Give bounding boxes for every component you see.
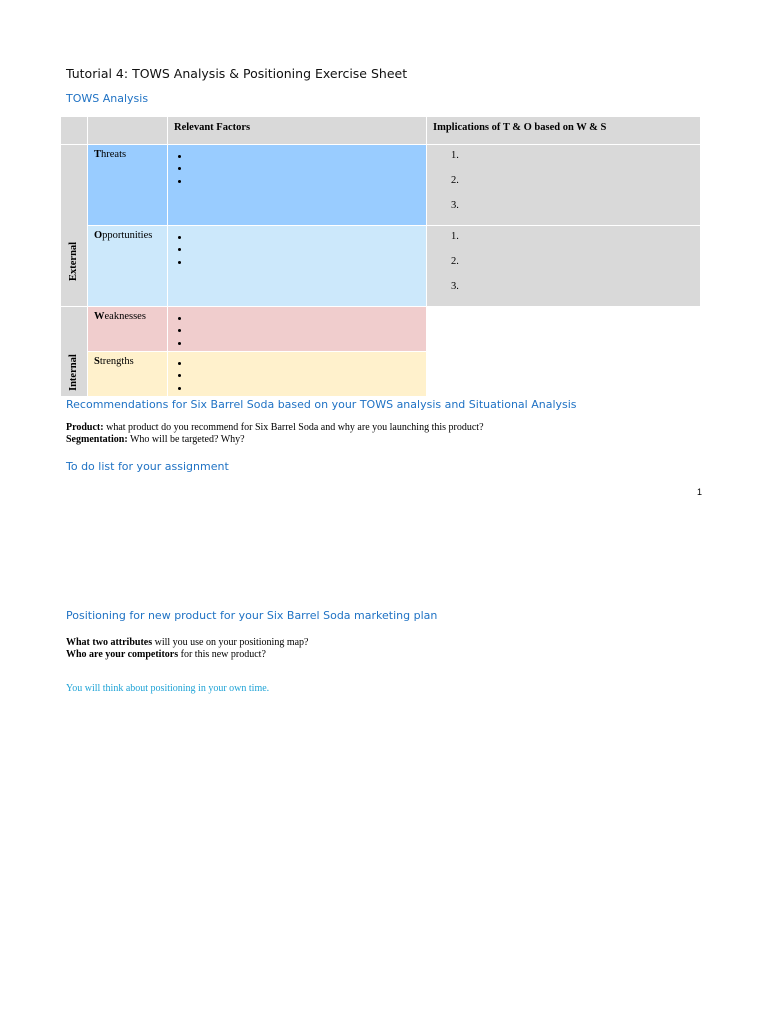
external-label: External <box>68 241 79 281</box>
competitors-label: Who are your competitors <box>66 649 179 660</box>
strengths-label: Strengths <box>88 352 168 397</box>
header-blank <box>88 117 168 145</box>
positioning-note: You will think about positioning in your own time. <box>66 683 270 694</box>
list-item <box>190 312 426 324</box>
recommendations-heading: Recommendations for Six Barrel Soda based on your TOWS analysis and Situational Analysis <box>66 398 577 411</box>
weaknesses-factors[interactable] <box>168 307 427 352</box>
threats-label: Threats <box>88 145 168 226</box>
internal-label: Internal <box>68 354 79 391</box>
table-row-opportunities <box>61 226 701 307</box>
internal-blank-cell <box>427 307 701 397</box>
list-item: 1. <box>451 150 459 161</box>
table-row-threats <box>61 145 701 226</box>
threats-factors[interactable] <box>168 145 427 226</box>
segmentation-line <box>66 434 245 446</box>
tows-table <box>60 116 701 397</box>
list-item: 3. <box>451 281 459 292</box>
opportunities-implications[interactable] <box>427 226 701 307</box>
list-item: 2. <box>451 256 459 267</box>
threats-implications[interactable] <box>427 145 701 226</box>
list-item <box>190 357 426 369</box>
product-line <box>66 422 484 434</box>
internal-group-cell <box>61 307 88 397</box>
attributes-label: What two attributes <box>66 637 153 648</box>
external-group-cell <box>61 145 88 307</box>
header-factors: Relevant Factors <box>168 117 427 145</box>
opportunities-factors[interactable] <box>168 226 427 307</box>
list-item: 2. <box>451 175 459 186</box>
attributes-text: will you use on your positioning map? <box>152 637 309 648</box>
todo-heading: To do list for your assignment <box>66 460 229 473</box>
list-item <box>190 337 426 349</box>
strengths-factors[interactable] <box>168 352 427 397</box>
list-item <box>190 324 426 336</box>
segmentation-label: Segmentation: <box>66 434 128 445</box>
page-title: Tutorial 4: TOWS Analysis & Positioning Exercise Sheet <box>66 66 408 81</box>
positioning-heading: Positioning for new product for your Six Barrel Soda marketing plan <box>66 609 438 622</box>
list-item <box>190 382 426 394</box>
product-text: what product do you recommend for Six Barrel Soda and why are you launching this product? <box>103 422 484 433</box>
competitors-text: for this new product? <box>178 649 266 660</box>
list-item <box>190 175 426 187</box>
opportunities-label: Opportunities <box>88 226 168 307</box>
list-item <box>190 256 426 268</box>
list-item <box>190 369 426 381</box>
list-item <box>190 231 426 243</box>
list-item <box>190 243 426 255</box>
header-implications: Implications of T & O based on W & S <box>427 117 701 145</box>
weaknesses-label: Weaknesses <box>88 307 168 352</box>
table-header-row <box>61 117 701 145</box>
list-item: 3. <box>451 200 459 211</box>
header-corner <box>61 117 88 145</box>
segmentation-text: Who will be targeted? Why? <box>127 434 245 445</box>
list-item: 1. <box>451 231 459 242</box>
tows-heading: TOWS Analysis <box>66 92 149 105</box>
product-label: Product: <box>66 422 104 433</box>
attributes-line <box>66 637 309 649</box>
competitors-line <box>66 649 266 661</box>
list-item <box>190 150 426 162</box>
list-item <box>190 162 426 174</box>
page-number: 1 <box>696 487 702 497</box>
table-row-weaknesses <box>61 307 701 352</box>
